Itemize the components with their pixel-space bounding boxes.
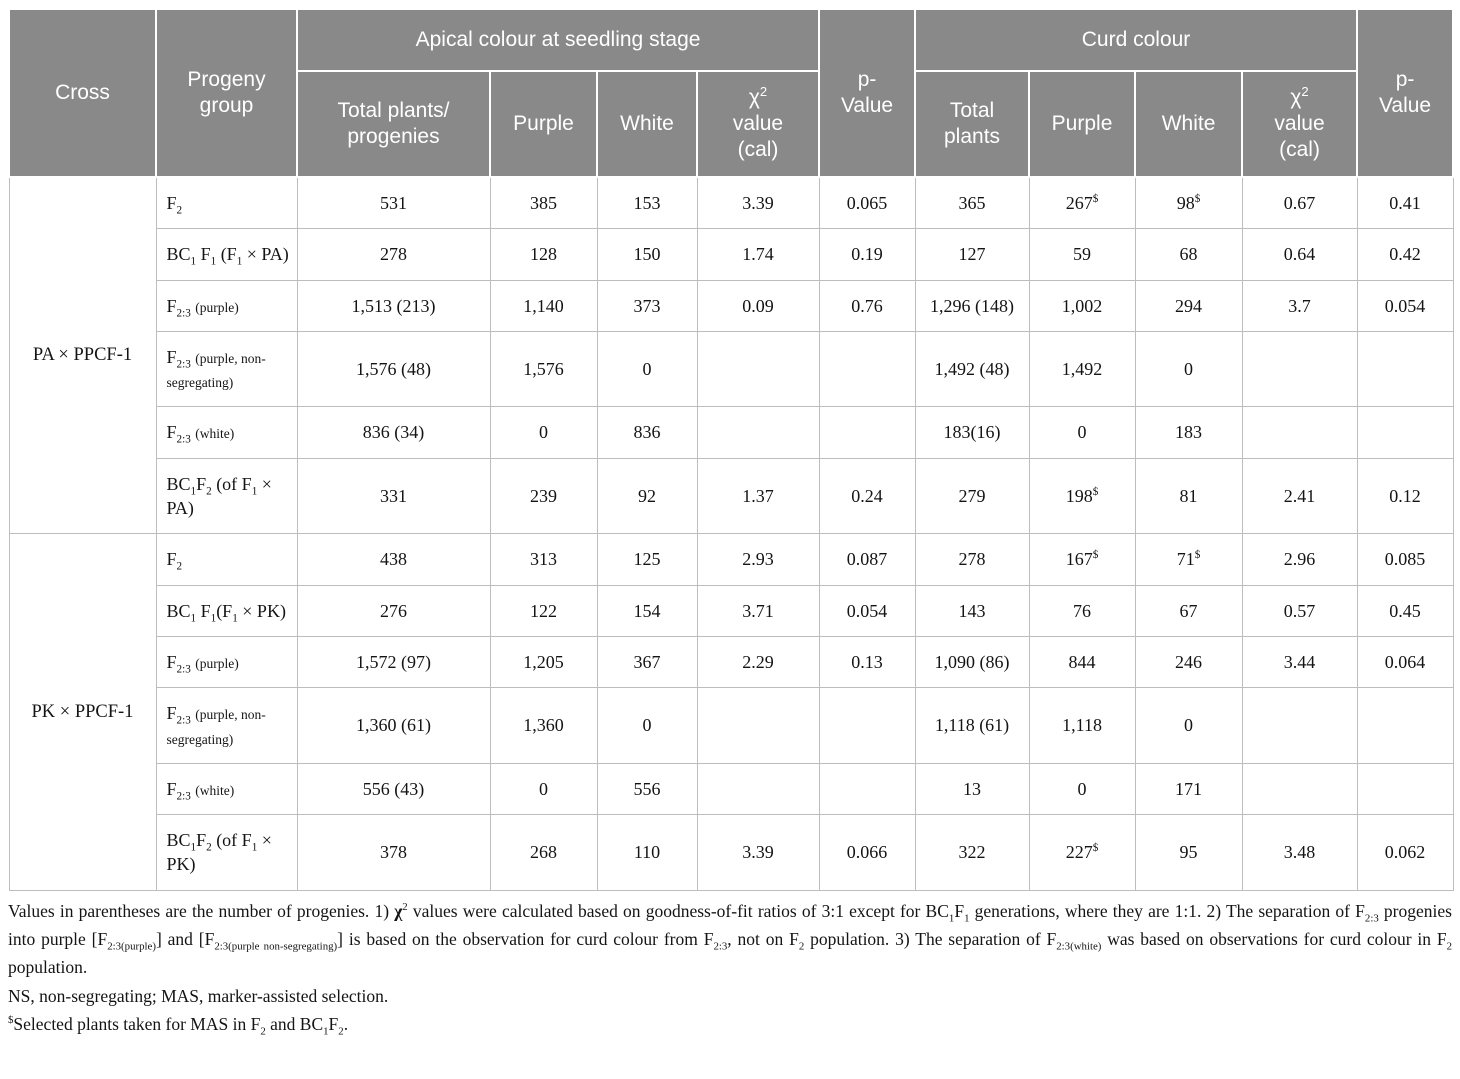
data-cell: 154 bbox=[597, 585, 697, 636]
data-cell: 0 bbox=[490, 407, 597, 458]
col-header-curd-purple: Purple bbox=[1029, 71, 1135, 177]
footnote-mas-selection: $Selected plants taken for MAS in $F_2$ and $BC_1F_2$. bbox=[8, 1014, 349, 1038]
data-cell: 844 bbox=[1029, 636, 1135, 687]
data-cell: 367 bbox=[597, 636, 697, 687]
data-cell: 0 bbox=[1135, 688, 1242, 764]
data-cell: 373 bbox=[597, 280, 697, 331]
segregation-table bbox=[8, 8, 1454, 891]
progeny-cell: $F_{2:3}$ (purple) bbox=[156, 280, 297, 331]
data-cell bbox=[1242, 688, 1357, 764]
data-cell: 1,296 (148) bbox=[915, 280, 1029, 331]
col-header-curd-total: Total plants bbox=[915, 71, 1029, 177]
data-cell: 836 (34) bbox=[297, 407, 490, 458]
data-cell: 71$ bbox=[1135, 534, 1242, 585]
data-cell bbox=[1357, 407, 1453, 458]
data-cell: 0 bbox=[1135, 331, 1242, 407]
data-cell: 1,002 bbox=[1029, 280, 1135, 331]
data-cell: 92 bbox=[597, 458, 697, 534]
data-cell: 0.42 bbox=[1357, 229, 1453, 280]
data-cell: 0.085 bbox=[1357, 534, 1453, 585]
data-cell: 278 bbox=[297, 229, 490, 280]
data-cell: 171 bbox=[1135, 763, 1242, 814]
data-cell: 1,360 bbox=[490, 688, 597, 764]
data-cell: 1,492 bbox=[1029, 331, 1135, 407]
data-cell bbox=[819, 407, 915, 458]
progeny-cell: $F_{2:3}$ (purple, non-segregating) bbox=[156, 331, 297, 407]
data-cell: 276 bbox=[297, 585, 490, 636]
data-cell bbox=[697, 688, 819, 764]
footnote-abbreviations: NS, non-segregating; MAS, marker-assisted selection. bbox=[8, 985, 389, 1006]
data-cell: 183 bbox=[1135, 407, 1242, 458]
data-cell: 2.41 bbox=[1242, 458, 1357, 534]
data-cell: 279 bbox=[915, 458, 1029, 534]
data-cell: 0.41 bbox=[1357, 177, 1453, 229]
data-cell: 0 bbox=[597, 688, 697, 764]
col-header-apical-chi-square: $\chi^2$ value (cal) bbox=[697, 71, 819, 177]
data-cell bbox=[1242, 331, 1357, 407]
data-cell: 0.45 bbox=[1357, 585, 1453, 636]
progeny-cell: $BC_1$ $F_1(F_1 \times PK)$ bbox=[156, 585, 297, 636]
col-header-progeny-group: Progeny group bbox=[156, 9, 297, 177]
data-cell: 1,492 (48) bbox=[915, 331, 1029, 407]
progeny-cell: $BC_1F_2$ (of $F_1 \times PA$) bbox=[156, 458, 297, 534]
data-cell: 1,090 (86) bbox=[915, 636, 1029, 687]
data-cell: 1,360 (61) bbox=[297, 688, 490, 764]
progeny-cell: $BC_1$ $F_1$ $(F_1 \times PA)$ bbox=[156, 229, 297, 280]
data-cell: 0 bbox=[1029, 407, 1135, 458]
col-header-apical-total: Total plants/ progenies bbox=[297, 71, 490, 177]
data-cell bbox=[1357, 763, 1453, 814]
data-cell: 0.087 bbox=[819, 534, 915, 585]
col-header-curd-white: White bbox=[1135, 71, 1242, 177]
col-group-curd-colour: Curd colour bbox=[915, 9, 1357, 71]
data-cell: 3.48 bbox=[1242, 815, 1357, 891]
data-cell: 267$ bbox=[1029, 177, 1135, 229]
data-cell: 1.37 bbox=[697, 458, 819, 534]
data-cell: 59 bbox=[1029, 229, 1135, 280]
data-cell: 1,118 (61) bbox=[915, 688, 1029, 764]
table-header bbox=[9, 9, 1453, 177]
data-cell: 836 bbox=[597, 407, 697, 458]
data-cell: 268 bbox=[490, 815, 597, 891]
data-cell: 278 bbox=[915, 534, 1029, 585]
data-cell: 68 bbox=[1135, 229, 1242, 280]
data-cell: 143 bbox=[915, 585, 1029, 636]
progeny-cell: $BC_1F_2$ (of $F_1 \times PK$) bbox=[156, 815, 297, 891]
progeny-cell: $F_{2:3}$ (white) bbox=[156, 763, 297, 814]
data-cell: 0.062 bbox=[1357, 815, 1453, 891]
data-cell: 3.7 bbox=[1242, 280, 1357, 331]
data-cell: 0.67 bbox=[1242, 177, 1357, 229]
data-cell: 1,572 (97) bbox=[297, 636, 490, 687]
data-cell bbox=[1357, 688, 1453, 764]
data-cell bbox=[819, 688, 915, 764]
data-cell: 0.13 bbox=[819, 636, 915, 687]
table-body bbox=[9, 177, 1453, 890]
data-cell bbox=[819, 763, 915, 814]
data-cell: 122 bbox=[490, 585, 597, 636]
col-group-apical-colour: Apical colour at seedling stage bbox=[297, 9, 819, 71]
table-row bbox=[9, 534, 1453, 585]
data-cell: 0 bbox=[490, 763, 597, 814]
data-cell: 13 bbox=[915, 763, 1029, 814]
data-cell: 0.57 bbox=[1242, 585, 1357, 636]
data-cell: 198$ bbox=[1029, 458, 1135, 534]
table-row bbox=[9, 636, 1453, 687]
data-cell: 0.76 bbox=[819, 280, 915, 331]
data-cell: 365 bbox=[915, 177, 1029, 229]
cross-cell-pa: PA × PPCF-1 bbox=[9, 177, 156, 534]
data-cell: 183(16) bbox=[915, 407, 1029, 458]
progeny-cell: $F_2$ bbox=[156, 534, 297, 585]
data-cell bbox=[1357, 331, 1453, 407]
data-cell: 0.066 bbox=[819, 815, 915, 891]
data-cell: 2.96 bbox=[1242, 534, 1357, 585]
table-row bbox=[9, 688, 1453, 764]
data-cell: 3.44 bbox=[1242, 636, 1357, 687]
data-cell: 95 bbox=[1135, 815, 1242, 891]
data-cell: 2.29 bbox=[697, 636, 819, 687]
data-cell: 1.74 bbox=[697, 229, 819, 280]
data-cell: 1,576 bbox=[490, 331, 597, 407]
data-cell bbox=[697, 763, 819, 814]
data-cell: 0.24 bbox=[819, 458, 915, 534]
data-cell: 0.64 bbox=[1242, 229, 1357, 280]
data-cell: 322 bbox=[915, 815, 1029, 891]
data-cell bbox=[697, 407, 819, 458]
col-header-p-value-curd: p- Value bbox=[1357, 9, 1453, 177]
data-cell: 246 bbox=[1135, 636, 1242, 687]
data-cell: 0.19 bbox=[819, 229, 915, 280]
progeny-cell: $F_{2:3}$ (purple, non-segregating) bbox=[156, 688, 297, 764]
data-cell: 127 bbox=[915, 229, 1029, 280]
col-header-curd-chi-square: $\chi^2$ value (cal) bbox=[1242, 71, 1357, 177]
data-cell: 67 bbox=[1135, 585, 1242, 636]
data-cell: 531 bbox=[297, 177, 490, 229]
table-row bbox=[9, 280, 1453, 331]
data-cell: 1,140 bbox=[490, 280, 597, 331]
data-cell bbox=[1242, 763, 1357, 814]
data-cell bbox=[697, 331, 819, 407]
data-cell: 0 bbox=[1029, 763, 1135, 814]
header-row-groups bbox=[9, 9, 1453, 71]
data-cell: 331 bbox=[297, 458, 490, 534]
data-cell: 227$ bbox=[1029, 815, 1135, 891]
cross-cell-pk: PK × PPCF-1 bbox=[9, 534, 156, 890]
data-cell: 378 bbox=[297, 815, 490, 891]
data-cell: 0.065 bbox=[819, 177, 915, 229]
table-row bbox=[9, 229, 1453, 280]
progeny-cell: $F_2$ bbox=[156, 177, 297, 229]
data-cell: 313 bbox=[490, 534, 597, 585]
data-cell: 0 bbox=[597, 331, 697, 407]
table-row bbox=[9, 585, 1453, 636]
table-row bbox=[9, 407, 1453, 458]
table-row bbox=[9, 458, 1453, 534]
data-cell: 1,205 bbox=[490, 636, 597, 687]
progeny-cell: $F_{2:3}$ (white) bbox=[156, 407, 297, 458]
table-row bbox=[9, 177, 1453, 229]
data-cell: 2.93 bbox=[697, 534, 819, 585]
col-header-apical-white: White bbox=[597, 71, 697, 177]
table-footnotes bbox=[8, 897, 1452, 1039]
progeny-cell: $F_{2:3}$ (purple) bbox=[156, 636, 297, 687]
col-header-p-value-apical: p- Value bbox=[819, 9, 915, 177]
data-cell: 110 bbox=[597, 815, 697, 891]
data-cell: 150 bbox=[597, 229, 697, 280]
data-cell: 385 bbox=[490, 177, 597, 229]
table-row bbox=[9, 331, 1453, 407]
data-cell: 0.054 bbox=[1357, 280, 1453, 331]
col-header-apical-purple: Purple bbox=[490, 71, 597, 177]
data-cell: 556 (43) bbox=[297, 763, 490, 814]
data-cell bbox=[819, 331, 915, 407]
data-cell: 3.39 bbox=[697, 177, 819, 229]
data-cell: 81 bbox=[1135, 458, 1242, 534]
data-cell bbox=[1242, 407, 1357, 458]
data-cell: 125 bbox=[597, 534, 697, 585]
data-cell: 1,118 bbox=[1029, 688, 1135, 764]
data-cell: 556 bbox=[597, 763, 697, 814]
data-cell: 0.09 bbox=[697, 280, 819, 331]
data-cell: 98$ bbox=[1135, 177, 1242, 229]
footnote-methods: Values in parentheses are the number of progenies. 1) $\chi^2$ values were calculated based on goodness-of-fit ratios of 3:1 except for $BC_1F_1$ generations, where they are 1:1. 2) The separation of $F_{2:3}$ progenies into purple $[F_{2:3(purple)}]$ and $[F_{2:3(purple non-segregating)}]$ is based on the observation for curd colour from $F_{2:3}$, not on $F_2$ population. 3) The separation of $F_{2:3(white)}$ was based on observations for curd colour in $F_2$ population. bbox=[8, 900, 1452, 978]
data-cell: 0.054 bbox=[819, 585, 915, 636]
data-cell: 1,576 (48) bbox=[297, 331, 490, 407]
data-cell: 0.064 bbox=[1357, 636, 1453, 687]
data-cell: 294 bbox=[1135, 280, 1242, 331]
data-cell: 128 bbox=[490, 229, 597, 280]
data-cell: 167$ bbox=[1029, 534, 1135, 585]
data-cell: 3.39 bbox=[697, 815, 819, 891]
data-cell: 438 bbox=[297, 534, 490, 585]
table-row bbox=[9, 763, 1453, 814]
col-header-cross: Cross bbox=[9, 9, 156, 177]
data-cell: 3.71 bbox=[697, 585, 819, 636]
data-cell: 239 bbox=[490, 458, 597, 534]
data-cell: 1,513 (213) bbox=[297, 280, 490, 331]
data-cell: 153 bbox=[597, 177, 697, 229]
data-cell: 0.12 bbox=[1357, 458, 1453, 534]
data-cell: 76 bbox=[1029, 585, 1135, 636]
table-row bbox=[9, 815, 1453, 891]
